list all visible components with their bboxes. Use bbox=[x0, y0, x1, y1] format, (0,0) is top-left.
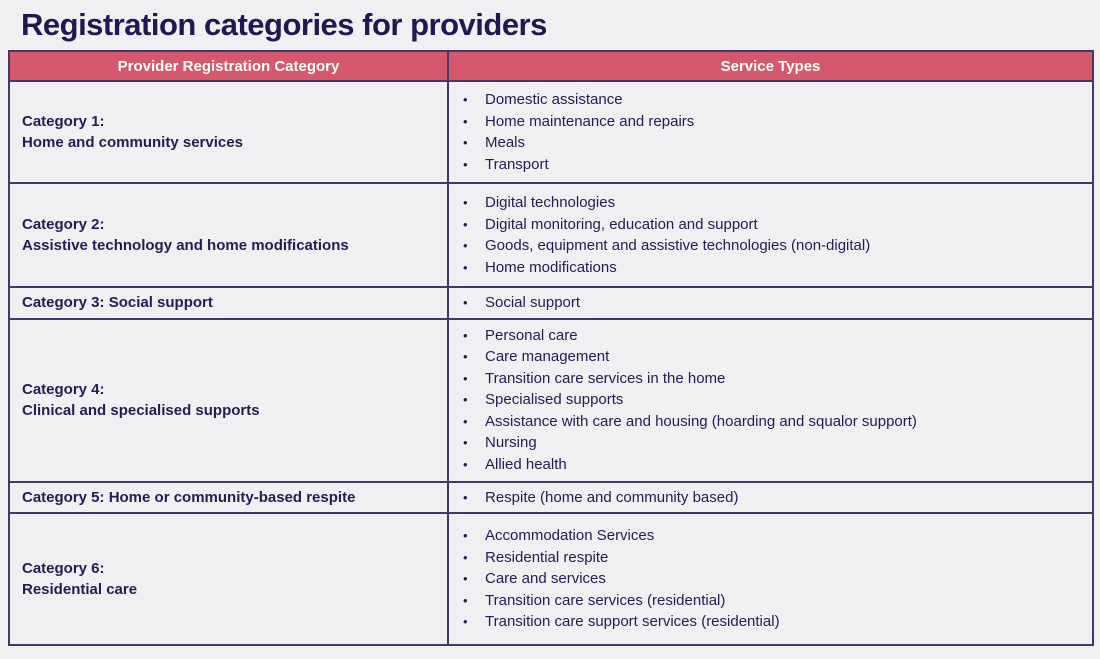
service-types-cell bbox=[448, 287, 1093, 319]
service-item-label: Care and services bbox=[485, 570, 606, 588]
service-list bbox=[459, 89, 1084, 175]
category-label-line: Home and community services bbox=[22, 134, 243, 152]
bullet-icon: • bbox=[463, 528, 468, 544]
table-row bbox=[9, 513, 1093, 645]
table-row bbox=[9, 183, 1093, 287]
bullet-icon: • bbox=[463, 216, 468, 232]
bullet-icon: • bbox=[463, 295, 468, 311]
bullet-icon: • bbox=[463, 327, 468, 343]
category-cell bbox=[9, 482, 448, 514]
service-item bbox=[459, 568, 1084, 590]
service-item bbox=[459, 325, 1084, 347]
service-item bbox=[459, 547, 1084, 569]
category-label-line: Category 1: bbox=[22, 113, 105, 131]
service-item bbox=[459, 454, 1084, 476]
category-cell bbox=[9, 513, 448, 645]
service-item bbox=[459, 192, 1084, 214]
bullet-icon: • bbox=[463, 489, 468, 505]
service-item-label: Transition care support services (residential) bbox=[485, 613, 780, 631]
service-item bbox=[459, 111, 1084, 133]
service-item-label: Allied health bbox=[485, 455, 567, 473]
service-item-label: Nursing bbox=[485, 434, 537, 452]
service-types-cell bbox=[448, 81, 1093, 183]
service-item bbox=[459, 292, 1084, 314]
service-item-label: Digital monitoring, education and support bbox=[485, 215, 758, 233]
service-types-cell bbox=[448, 513, 1093, 645]
service-item bbox=[459, 525, 1084, 547]
table-row bbox=[9, 482, 1093, 514]
service-item bbox=[459, 154, 1084, 176]
service-item-label: Care management bbox=[485, 348, 610, 366]
category-cell bbox=[9, 81, 448, 183]
service-list bbox=[459, 325, 1084, 476]
category-label-line: Category 3: Social support bbox=[22, 294, 213, 312]
column-header-provider-registration-category: Provider Registration Category bbox=[9, 51, 448, 81]
service-item-label: Home modifications bbox=[485, 258, 617, 276]
bullet-icon: • bbox=[463, 195, 468, 211]
bullet-icon: • bbox=[463, 456, 468, 472]
category-label-line: Category 4: bbox=[22, 381, 105, 399]
service-item-label: Personal care bbox=[485, 326, 578, 344]
service-item bbox=[459, 89, 1084, 111]
bullet-icon: • bbox=[463, 92, 468, 108]
service-item bbox=[459, 487, 1084, 509]
table-row bbox=[9, 81, 1093, 183]
table-header-row bbox=[9, 51, 1093, 81]
service-types-cell bbox=[448, 319, 1093, 482]
service-item-label: Assistance with care and housing (hoarding and squalor support) bbox=[485, 412, 917, 430]
category-label-line: Clinical and specialised supports bbox=[22, 402, 260, 420]
service-item bbox=[459, 214, 1084, 236]
page-title: Registration categories for providers bbox=[21, 7, 547, 42]
service-list bbox=[459, 192, 1084, 278]
category-label-line: Category 2: bbox=[22, 216, 105, 234]
service-item-label: Social support bbox=[485, 294, 581, 312]
service-item bbox=[459, 346, 1084, 368]
category-cell bbox=[9, 183, 448, 287]
service-item-label: Digital technologies bbox=[485, 194, 616, 212]
service-item-label: Domestic assistance bbox=[485, 91, 623, 109]
service-item bbox=[459, 132, 1084, 154]
service-item-label: Specialised supports bbox=[485, 391, 624, 409]
bullet-icon: • bbox=[463, 370, 468, 386]
table-row bbox=[9, 319, 1093, 482]
service-item-label: Respite (home and community based) bbox=[485, 488, 739, 506]
column-header-service-types: Service Types bbox=[448, 51, 1093, 81]
service-item bbox=[459, 590, 1084, 612]
service-list bbox=[459, 292, 1084, 314]
service-item bbox=[459, 368, 1084, 390]
bullet-icon: • bbox=[463, 413, 468, 429]
service-list bbox=[459, 525, 1084, 633]
category-label-line: Category 5: Home or community-based respite bbox=[22, 488, 356, 506]
bullet-icon: • bbox=[463, 113, 468, 129]
service-item-label: Home maintenance and repairs bbox=[485, 112, 695, 130]
service-item-label: Residential respite bbox=[485, 548, 609, 566]
service-types-cell bbox=[448, 183, 1093, 287]
bullet-icon: • bbox=[463, 238, 468, 254]
service-item-label: Meals bbox=[485, 134, 526, 152]
service-item-label: Transport bbox=[485, 155, 549, 173]
category-label-line: Assistive technology and home modifications bbox=[22, 237, 349, 255]
bullet-icon: • bbox=[463, 392, 468, 408]
bullet-icon: • bbox=[463, 549, 468, 565]
service-types-cell bbox=[448, 482, 1093, 514]
category-label-line: Residential care bbox=[22, 581, 138, 599]
bullet-icon: • bbox=[463, 156, 468, 172]
bullet-icon: • bbox=[463, 571, 468, 587]
table-row bbox=[9, 287, 1093, 319]
service-item bbox=[459, 389, 1084, 411]
service-item bbox=[459, 432, 1084, 454]
bullet-icon: • bbox=[463, 435, 468, 451]
service-item-label: Goods, equipment and assistive technologies (non-digital) bbox=[485, 237, 871, 255]
service-item bbox=[459, 235, 1084, 257]
bullet-icon: • bbox=[463, 592, 468, 608]
service-item-label: Accommodation Services bbox=[485, 527, 655, 545]
category-label-line: Category 6: bbox=[22, 560, 105, 578]
bullet-icon: • bbox=[463, 614, 468, 630]
category-cell bbox=[9, 287, 448, 319]
service-item-label: Transition care services in the home bbox=[485, 369, 726, 387]
bullet-icon: • bbox=[463, 259, 468, 275]
service-item bbox=[459, 611, 1084, 633]
service-item-label: Transition care services (residential) bbox=[485, 591, 726, 609]
service-list bbox=[459, 487, 1084, 509]
bullet-icon: • bbox=[463, 349, 468, 365]
category-cell bbox=[9, 319, 448, 482]
registration-categories-table bbox=[8, 50, 1094, 646]
service-item bbox=[459, 257, 1084, 279]
service-item bbox=[459, 411, 1084, 433]
bullet-icon: • bbox=[463, 135, 468, 151]
